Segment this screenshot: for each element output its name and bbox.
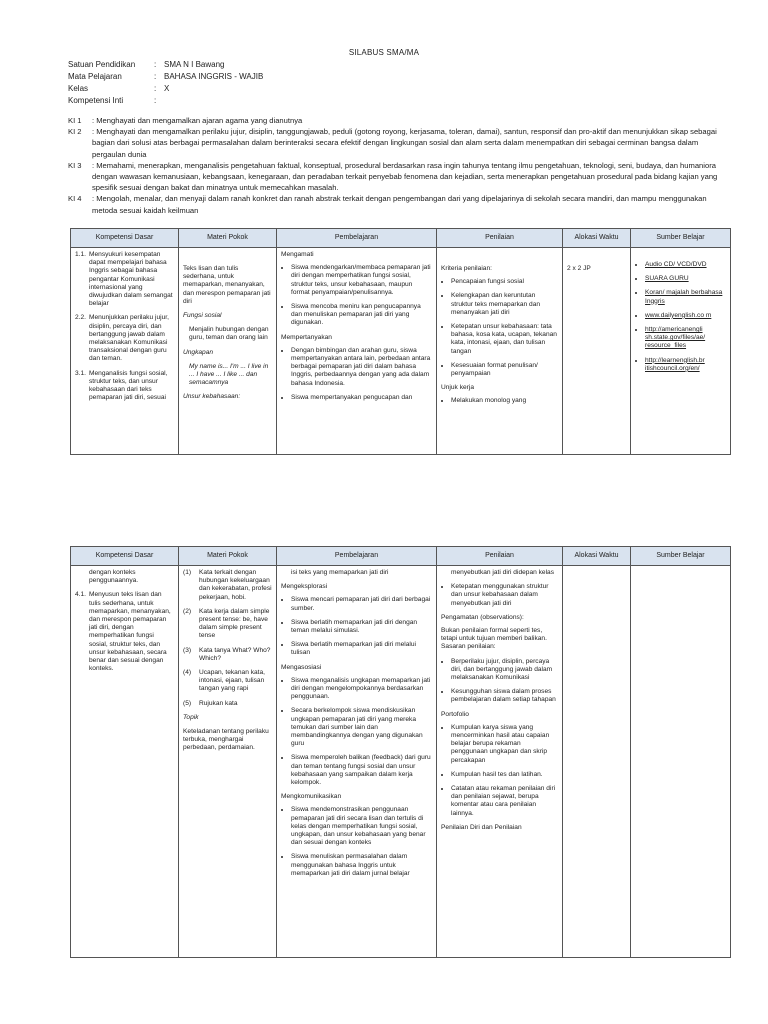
list [281,264,432,327]
source-link[interactable]: • www.dailyenglish.co m [645,312,726,320]
materi-item: (4) Ucapan, tekanan kata, intonasi, ejaan, tulisan tangan yang rapi [183,669,265,693]
table-row [71,566,731,958]
meta-label: Mata Pelajaran [68,72,122,81]
section-label: Mempertanyakan [281,333,332,341]
section-label: Unjuk kerja [441,384,474,392]
header-alokasi-waktu: Alokasi Waktu [563,547,631,566]
list-item: • Kesungguhan siswa dalam proses pembelajaran dalam setiap tahapan [451,688,558,704]
cell-pembelajaran [277,248,437,455]
list-item: • Kumpulan karya siswa yang mencerminkan hasil atau capaian belajar berupa rekaman penggunaan ungkapan dan skrip percakapan [451,724,558,765]
kompetensi-inti-list [68,115,728,216]
cell-penilaian [437,248,563,455]
document-title: SILABUS SMA/MA [348,48,420,57]
meta-row-mapel: Mata Pelajaran : BAHASA INGGRIS - WAJIB [68,72,264,81]
syllabus-table-page-2 [70,546,731,958]
ki-item: KI 3 : Memahami, menerapkan, menganalisis pengetahuan faktual, konseptual, prosedural berdasarkan rasa ingin tahunya tentang ilmu pengetahuan, teknologi, seni, budaya, dan humaniora dengan wawasan kemanusiaan, kebangsaan, kenegaraan, dan peradaban terkait penyebab fenomena dan kejadian, serta menerapkan pengetahuan prosedural pada bidang kajian yang spesifik sesuai dengan bakat dan minatnya untuk memecahkan masalah. [68,160,718,193]
list [441,278,558,378]
source-link[interactable]: • SUARA GURU [645,275,726,283]
header-penilaian: Penilaian [437,547,563,566]
list-item: • Catatan atau rekaman penilaian diri dan penilaian sejawat, berupa komentar atau cara penilaian lainnya. [451,785,558,818]
cell-alokasi-waktu: 2 x 2 JP [563,248,631,455]
header-materi-pokok: Materi Pokok [179,229,277,248]
section-label: Mengasosiasi [281,663,322,671]
cell-materi-pokok: Teks lisan dan tulis sederhana, untuk memaparkan, menanyakan, dan merespon pemaparan jati diri Fungsi sosial Menjalin hubungan dengan guru, teman dan orang lain Ungkapan My name is... I'm ... I live in ... I have ... I like ... dan semacamnya Unsur kebahasaan: [179,248,277,455]
header-sumber-belajar: Sumber Belajar [631,547,731,566]
source-link[interactable]: • Koran/ majalah berbahasa Inggris [645,289,726,305]
table-header-row [71,547,731,566]
list-item: • Melakukan monolog yang [451,397,558,405]
section-label: Mengeksplorasi [281,583,328,591]
cell-sumber-belajar [631,566,731,958]
list-item: • Pencapaian fungsi sosial [451,278,558,286]
list-item: • Siswa mendemonstrasikan penggunaan pemaparan jati diri secara lisan dan tertulis di kelas dengan memperhatikan fungsi sosial, ungkapan, dan unsur kebahasaan yang benar dan sesuai dengan konteks [291,806,432,847]
header-kompetensi-dasar: Kompetensi Dasar [71,229,179,248]
list [441,397,558,405]
header-sumber-belajar: Sumber Belajar [631,229,731,248]
materi-label: Topik [183,713,199,721]
kd-item: 1.1. Mensyukuri kesempatan dapat mempelajari bahasa Inggris sebagai bahasa pengantar Komunikasi internasional yang diwujudkan dalam semangat belajar [75,251,173,308]
header-pembelajaran: Pembelajaran [277,229,437,248]
list-item: • Dengan bimbingan dan arahan guru, siswa mempertanyakan antara lain, perbedaan antara berbagai pemaparan jati diri dalam bahasa Inggris, perbedaannya dengan yang ada dalam bahasa Indonesia. [291,347,432,388]
section-label: Mengamati [281,251,314,258]
table-row [71,248,731,455]
materi-item: (3) Kata tanya What? Who? Which? [183,646,271,662]
section-label: Kriteria penilaian: [441,265,492,272]
materi-label: Fungsi sosial [183,312,222,320]
section-label: Mengkomunikasikan [281,793,342,801]
source-link[interactable]: • http://learnenglish.br itishcouncil.org/en/ [645,357,726,373]
header-penilaian: Penilaian [437,229,563,248]
section-label: Penilaian Diri dan Penilaian [441,823,522,831]
materi-item: (1) Kata terkait dengan hubungan kekeluargaan dan kekerabatan, profesi pekerjaan, hobi. [183,569,272,601]
cell-sumber-belajar [631,248,731,455]
list-item: • Siswa mencoba meniru kan pengucapannya dan menuliskan pemaparan jati diri yang digunakan. [291,303,432,328]
ki-item: KI 4 : Mengolah, menalar, dan menyaji dalam ranah konkret dan ranah abstrak terkait dengan pengembangan dari yang dipelajarinya di sekolah secara mandiri, dan mampu menggunakan metoda sesuai kaidah keilmuan [68,194,707,215]
cell-materi-pokok: (1) Kata terkait dengan hubungan kekeluargaan dan kekerabatan, profesi pekerjaan, hobi. (2) Kata kerja dalam simple present tense: be, have dalam simple present tense (3) Kata tanya What? Who? Which? (4) Ucapan, tekanan kata, intonasi, ejaan, tulisan tangan yang rapi (5) Rujukan kata Topik Keteladanan tentang perilaku terbuka, menghargai perbedaan, perdamaian. [179,566,277,958]
materi-item: (2) Kata kerja dalam simple present tense: be, have dalam simple present tense [183,607,270,640]
meta-label: Kompetensi Inti [68,96,124,105]
header-alokasi-waktu: Alokasi Waktu [563,229,631,248]
list-item: • Secara berkelompok siswa mendiskusikan ungkapan pemaparan jati diri yang mereka temukan dari sumber lain dan membandingkannya dengan yang digunakan guru [291,707,432,748]
list-item: • Berperilaku jujur, disiplin, percaya diri, dan bertanggung jawab dalam melaksanakan Komunikasi [451,658,558,683]
meta-row-satuan: Satuan Pendidikan : SMA N I Bawang [68,60,225,69]
list-item: • Siswa berlatih memaparkan jati diri melalui tulisan [291,641,432,657]
materi-label: Ungkapan [183,348,214,356]
document-meta [68,59,263,107]
section-label: Pengamatan (observations): [441,613,524,621]
cell-alokasi-waktu [563,566,631,958]
table-header-row [71,229,731,248]
header-kompetensi-dasar: Kompetensi Dasar [71,547,179,566]
list-item: • Siswa menuliskan permasalahan dalam menggunakan bahasa Inggris untuk memaparkan jati diri dalam jurnal belajar [291,853,432,878]
list-item: • Ketepatan menggunakan struktur dan unsur kebahasaan dalam menyebutkan jati diri [451,583,558,608]
source-link[interactable]: • Audio CD/ VCD/DVD [645,261,726,269]
materi-label: Unsur kebahasaan: [183,393,241,401]
meta-row-ki: Kompetensi Inti : [68,96,157,105]
list-item: • Siswa mencari pemaparan jati diri dari berbagai sumber. [291,596,432,612]
meta-label: Kelas [68,84,89,93]
list [281,347,432,402]
meta-label: Satuan Pendidikan [68,60,136,69]
list [281,677,432,787]
list-item: • Kelengkapan dan keruntutan struktur teks memaparkan dan menanyakan jati diri [451,292,558,317]
cell-penilaian: menyebutkan jati diri didepan kelas • Ketepatan menggunakan struktur dan unsur kebahasaan dalam menyebutkan jati diri Pengamatan (observations): Bukan penilaian formal seperti tes, tetapi untuk tujuan memberi balikan. Sasaran penilaian: • Berperilaku jujur, disiplin, percaya diri, dan bertanggung jawab dalam melaksanakan Komunikasi • Kesungguhan siswa dalam proses pembelajaran dalam setiap tahapan Portofolio • Kumpulan karya siswa yang mencerminkan hasil atau capaian belajar berupa rekaman penggunaan ungkapan dan skrip percakapan • Kumpulan hasil tes dan latihan. • Catatan atau rekaman penilaian diri dan penilaian sejawat, berupa komentar atau cara penilaian lainnya. Penilaian Diri dan Penilaian [437,566,563,958]
list-item: • Siswa menganalisis ungkapan memaparkan jati diri dengan mengelompokannya berdasarkan penggunaan. [291,677,432,702]
meta-value: BAHASA INGGRIS - WAJIB [164,72,264,81]
section-label: Portofolio [441,710,469,718]
header-pembelajaran: Pembelajaran [277,547,437,566]
list [281,596,432,657]
list-item: • Kesesuaian format penulisan/ penyampaian [451,362,558,378]
source-list [635,261,726,373]
list [281,806,432,878]
cell-pembelajaran: isi teks yang memaparkan jati diri Mengeksplorasi • Siswa mencari pemaparan jati diri dari berbagai sumber. • Siswa berlatih memaparkan jati diri dengan teman melalui simulasi. • Siswa berlatih memaparkan jati diri melalui tulisan Mengasosiasi • Siswa menganalisis ungkapan memaparkan jati diri dengan mengelompokannya berdasarkan penggunaan. • Secara berkelompok siswa mendiskusikan ungkapan pemaparan jati diri yang mereka temukan dari sumber lain dan membandingkannya dengan yang digunakan guru • Siswa memperoleh balikan (feedback) dari guru dan teman tentang fungsi sosial dan unsur kebahasaan yang sampaikan dalam kerja kelompok. Mengkomunikasikan • Siswa mendemonstrasikan penggunaan pemaparan jati diri secara lisan dan tertulis di kelas dengan memperhatikan fungsi sosial, ungkapan, dan unsur kebahasaan yang benar dan sesuai dengan konteks • Siswa menuliskan permasalahan dalam menggunakan bahasa Inggris untuk memaparkan jati diri dalam jurnal belajar [277,566,437,958]
list-item: • Ketepatan unsur kebahasaan: tata bahasa, kosa kata, ucapan, tekanan kata, intonasi, ejaan, dan tulisan tangan [451,323,558,356]
list-item: • Siswa mempertanyakan pengucapan dan [291,394,432,402]
kd-item: 4.1. Menyusun teks lisan dan tulis sederhana, untuk memaparkan, menanyakan, dan merespon pemaparan jati diri, dengan memperhatikan fungsi sosial, struktur teks, dan unsur kebahasaan, secara benar dan sesuai dengan konteks. [75,591,171,673]
meta-value: X [164,84,170,93]
list-item: • Siswa berlatih memaparkan jati diri dengan teman melalui simulasi. [291,619,432,635]
list [441,658,558,705]
meta-value: SMA N I Bawang [164,60,225,69]
ki-item: KI 1 : Menghayati dan mengamalkan ajaran agama yang dianutnya [68,116,303,125]
list [441,583,558,608]
ki-item: KI 2 : Menghayati dan mengamalkan perilaku jujur, disiplin, tanggungjawab, peduli (gotong royong, kerjasama, toleran, damai), santun, responsif dan pro-aktif dan menunjukkan sikap sebagai bagian dari solusi atas berbagai permasalahan dalam berinteraksi secara efektif dengan lingkungan sosial dan alam serta dalam menempatkan diri sebagai cerminan bangsa dalam pergaulan dunia [68,127,717,159]
syllabus-table-page-1 [70,228,731,455]
list-item: • Siswa memperoleh balikan (feedback) dari guru dan teman tentang fungsi sosial dan unsur kebahasaan yang sampaikan dalam kerja kelompok. [291,754,432,787]
source-link[interactable]: • http://americanengli sh.state.gov/files/ae/ resource_files [645,326,726,351]
list-item: • Kumpulan hasil tes dan latihan. [451,771,558,779]
kd-item: 3.1. Menganalisis fungsi sosial, struktur teks, dan unsur kebahasaan dari teks pemaparan jati diri, sesuai [75,369,168,402]
list-item: • Siswa mendengarkan/membaca pemaparan jati diri dengan memperhatikan fungsi sosial, struktur teks, unsur kebahasaan, maupun format penyampaian/penulisannya. [291,264,432,297]
kd-item: 2.2. Menunjukkan perilaku jujur, disiplin, percaya diri, dan bertanggung jawab dalam melaksanakan Komunikasi transaksional dengan guru dan teman. [75,314,169,363]
meta-row-kelas: Kelas : X [68,84,170,93]
list [441,724,558,818]
materi-item: (5) Rujukan kata [183,699,238,707]
header-materi-pokok: Materi Pokok [179,547,277,566]
cell-kompetensi-dasar: dengan konteks penggunaannya. 4.1. Menyusun teks lisan dan tulis sederhana, untuk memaparkan, menanyakan, dan merespon pemaparan jati diri, dengan memperhatikan fungsi sosial, struktur teks, dan unsur kebahasaan, secara benar dan sesuai dengan konteks. [71,566,179,958]
cell-kompetensi-dasar [71,248,179,455]
